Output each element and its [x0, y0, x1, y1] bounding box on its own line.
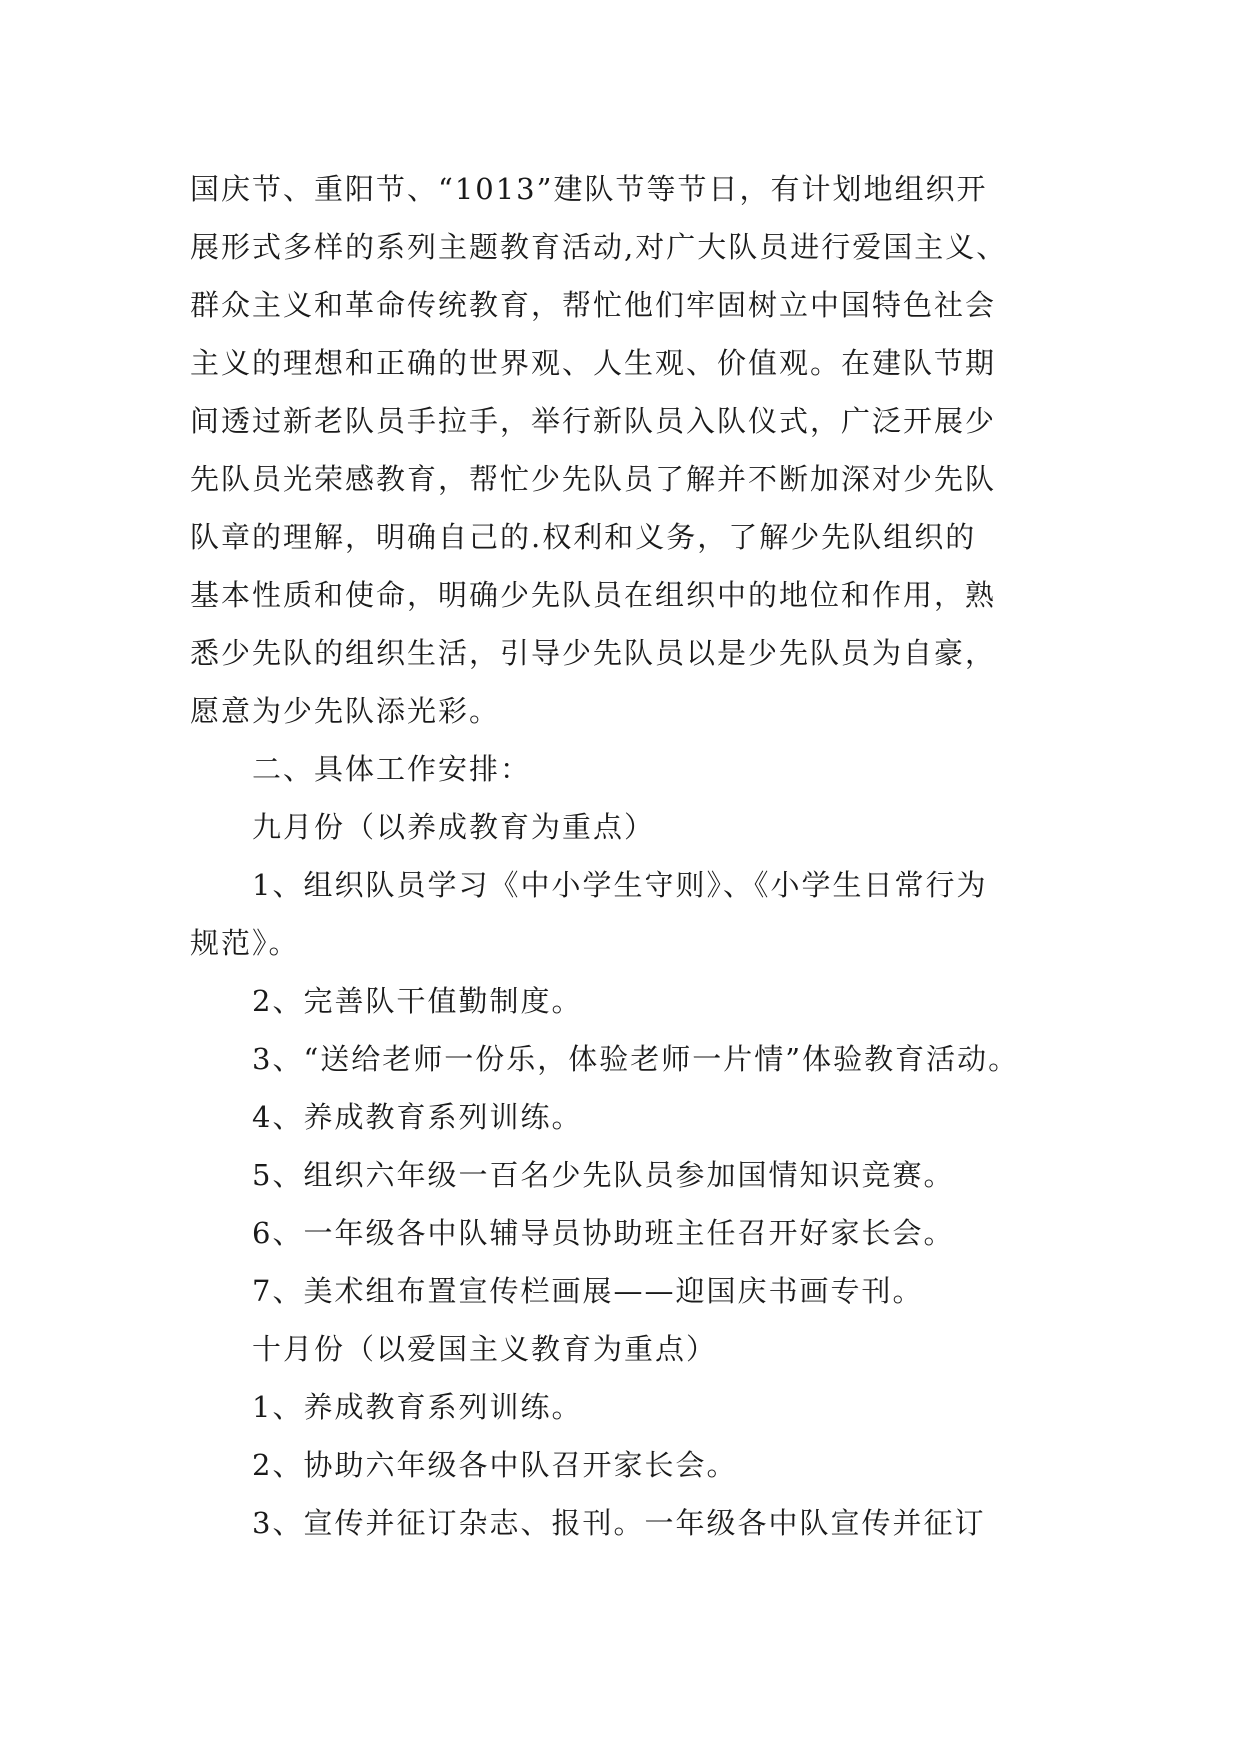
paragraph-line: 展形式多样的系列主题教育活动,对广大队员进行爱国主义、: [190, 230, 1008, 264]
list-item: 4、养成教育系列训练。: [252, 1100, 583, 1134]
section-heading: 二、具体工作安排：: [252, 752, 532, 786]
list-item: 5、组织六年级一百名少先队员参加国情知识竞赛。: [252, 1158, 955, 1192]
paragraph-line: 先队员光荣感教育，帮忙少先队员了解并不断加深对少先队: [190, 462, 997, 496]
list-item: 2、完善队干值勤制度。: [252, 984, 583, 1018]
list-item: 3、“送给老师一份乐，体验老师一片情”体验教育活动。: [252, 1042, 1020, 1076]
list-item-continuation: 规范》。: [190, 926, 300, 960]
document-body: [190, 160, 1090, 1552]
paragraph-line: 群众主义和革命传统教育，帮忙他们牢固树立中国特色社会: [190, 288, 997, 322]
month-heading: 九月份（以养成教育为重点）: [252, 810, 656, 844]
list-item: 2、协助六年级各中队召开家长会。: [252, 1448, 738, 1482]
list-item: 7、美术组布置宣传栏画展——迎国庆书画专刊。: [252, 1274, 924, 1308]
list-item: 1、养成教育系列训练。: [252, 1390, 583, 1424]
paragraph-line: 间透过新老队员手拉手，举行新队员入队仪式，广泛开展少: [190, 404, 997, 438]
paragraph-line: 队章的理解，明确自己的.权利和义务，了解少先队组织的: [190, 520, 977, 554]
paragraph-line: 悉少先队的组织生活，引导少先队员以是少先队员为自豪，: [190, 636, 997, 670]
list-item: 3、宣传并征订杂志、报刊。一年级各中队宣传并征订: [252, 1506, 986, 1540]
list-item: 6、一年级各中队辅导员协助班主任召开好家长会。: [252, 1216, 955, 1250]
paragraph-line: 主义的理想和正确的世界观、人生观、价值观。在建队节期: [190, 346, 997, 380]
month-heading: 十月份（以爱国主义教育为重点）: [252, 1332, 718, 1366]
paragraph-line: 基本性质和使命，明确少先队员在组织中的地位和作用，熟: [190, 578, 997, 612]
paragraph-line: 愿意为少先队添光彩。: [190, 694, 501, 728]
paragraph-line: 国庆节、重阳节、“1013”建队节等节日，有计划地组织开: [190, 172, 988, 206]
list-item: 1、组织队员学习《中小学生守则》、《小学生日常行为: [252, 868, 988, 902]
